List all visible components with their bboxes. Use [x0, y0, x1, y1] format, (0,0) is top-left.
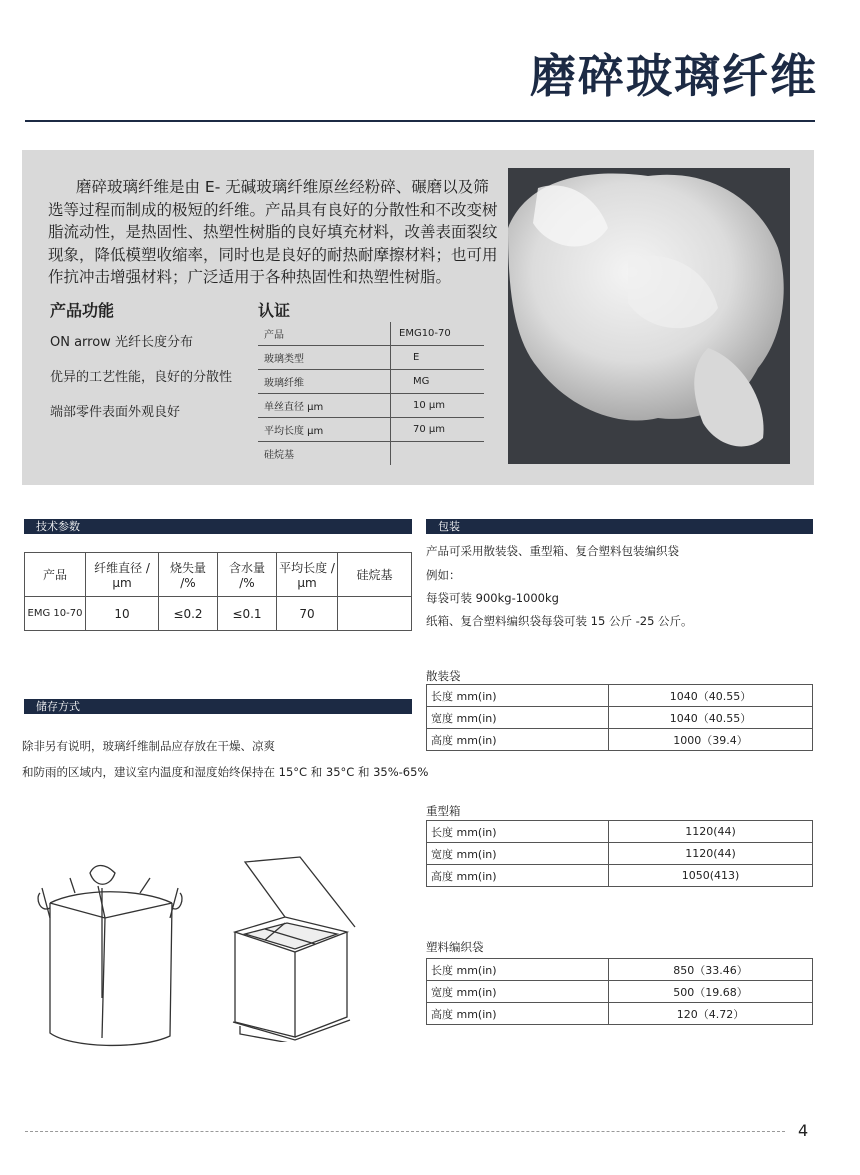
storage-line: 和防雨的区域内，建议室内温度和湿度始终保持在 15°C 和 35°C 和 35%-65%	[22, 765, 429, 779]
function-item: 端部零件表面外观良好	[50, 405, 181, 420]
pack-key: 长度 mm(in)	[427, 685, 609, 707]
pack-row	[427, 1003, 813, 1025]
pack-key: 长度 mm(in)	[427, 821, 609, 843]
intro-paragraph: 磨碎玻璃纤维是由 E- 无碱玻璃纤维原丝经粉碎、碾磨以及筛选等过程而制成的极短的纤维。产品具有良好的分散性和不改变树脂流动性，是热固性、热塑性树脂的良好填充材料，改善表面裂纹现象，降低模塑收缩率，同时也是良好的耐热耐摩擦材料；也可用作抗冲击增强材料；广泛适用于各种热固性和热塑性树脂。	[48, 178, 498, 286]
cert-row	[258, 322, 484, 346]
heavy-box-table	[426, 820, 813, 887]
cert-row	[258, 442, 484, 466]
tech-header: 纤维直径 /μm	[86, 553, 159, 597]
pack-value: 1040（40.55）	[609, 707, 813, 729]
pack-row	[427, 707, 813, 729]
functions-heading: 产品功能	[50, 301, 115, 320]
tech-cell: ≤0.1	[218, 597, 277, 631]
cert-row	[258, 394, 484, 418]
tech-cell: 70	[277, 597, 338, 631]
cert-value: EMG10-70	[391, 322, 485, 346]
packing-line: 产品可采用散装袋、重型箱、复合塑料包装编织袋	[426, 544, 679, 558]
pack-key: 宽度 mm(in)	[427, 981, 609, 1003]
pack-table-title: 散装袋	[426, 669, 461, 683]
page-number: 4	[798, 1121, 809, 1140]
cert-row	[258, 370, 484, 394]
cert-key: 玻璃类型	[258, 346, 391, 370]
cert-key: 产品	[258, 322, 391, 346]
pack-row	[427, 865, 813, 887]
tech-cell	[338, 597, 412, 631]
pack-row	[427, 843, 813, 865]
cert-key: 硅烷基	[264, 450, 294, 461]
packing-section-bar: 包装	[426, 519, 813, 534]
tech-header: 烧失量 /%	[159, 553, 218, 597]
tech-cell: ≤0.2	[159, 597, 218, 631]
cert-table	[258, 322, 484, 465]
tech-header: 产品	[25, 553, 86, 597]
cert-key: 平均长度 μm	[258, 418, 391, 442]
tech-header: 硅烷基	[338, 553, 412, 597]
pack-value: 1120(44)	[609, 843, 813, 865]
function-item: ON arrow 光纤长度分布	[50, 335, 193, 350]
pack-table-title: 塑料编织袋	[426, 940, 484, 954]
packing-line: 纸箱、复合塑料编织袋每袋可装 15 公斤 -25 公斤。	[426, 614, 693, 628]
pack-row	[427, 729, 813, 751]
pack-value: 850（33.46）	[609, 959, 813, 981]
tech-header-row	[25, 553, 412, 597]
tech-section-bar: 技术参数	[24, 519, 412, 534]
pack-key: 高度 mm(in)	[427, 1003, 609, 1025]
cert-row	[258, 418, 484, 442]
tech-table	[24, 552, 412, 631]
pack-row	[427, 981, 813, 1003]
pack-row	[427, 821, 813, 843]
cert-key: 玻璃纤维	[258, 370, 391, 394]
function-item: 优异的工艺性能，良好的分散性	[50, 370, 233, 385]
pack-key: 宽度 mm(in)	[427, 707, 609, 729]
tech-data-row	[25, 597, 412, 631]
pack-key: 高度 mm(in)	[427, 865, 609, 887]
heavy-box-illustration	[225, 852, 365, 1042]
pack-row	[427, 959, 813, 981]
fiber-photo	[508, 168, 790, 464]
cert-value: E	[391, 346, 485, 370]
tech-cell: 10	[86, 597, 159, 631]
pack-key: 高度 mm(in)	[427, 729, 609, 751]
pack-value: 1050(413)	[609, 865, 813, 887]
packing-line: 每袋可装 900kg-1000kg	[426, 591, 559, 605]
packing-line: 例如：	[426, 568, 461, 582]
pack-value: 120（4.72）	[609, 1003, 813, 1025]
tech-cell: EMG 10-70	[25, 597, 86, 631]
storage-section-bar: 储存方式	[24, 699, 412, 714]
footer-divider	[25, 1131, 785, 1132]
pack-value: 1040（40.55）	[609, 685, 813, 707]
page-title: 磨碎玻璃纤维	[530, 49, 818, 103]
bulk-bag-table	[426, 684, 813, 751]
cert-value: 10 μm	[391, 394, 485, 418]
tech-header: 平均长度 /μm	[277, 553, 338, 597]
pack-value: 1120(44)	[609, 821, 813, 843]
title-divider	[25, 120, 815, 122]
pack-key: 宽度 mm(in)	[427, 843, 609, 865]
storage-line: 除非另有说明，玻璃纤维制品应存放在干燥、凉爽	[22, 739, 275, 753]
cert-value: 70 μm	[391, 418, 485, 442]
pack-table-title: 重型箱	[426, 804, 461, 818]
cert-value: MG	[391, 370, 485, 394]
pack-key: 长度 mm(in)	[427, 959, 609, 981]
pack-value: 500（19.68）	[609, 981, 813, 1003]
bulk-bag-illustration	[30, 858, 190, 1058]
cert-value	[391, 442, 485, 466]
tech-header: 含水量 /%	[218, 553, 277, 597]
pack-row	[427, 685, 813, 707]
pack-value: 1000（39.4）	[609, 729, 813, 751]
woven-bag-table	[426, 958, 813, 1025]
cert-key: 单丝直径 μm	[258, 394, 391, 418]
cert-row	[258, 346, 484, 370]
cert-heading: 认证	[258, 301, 291, 320]
